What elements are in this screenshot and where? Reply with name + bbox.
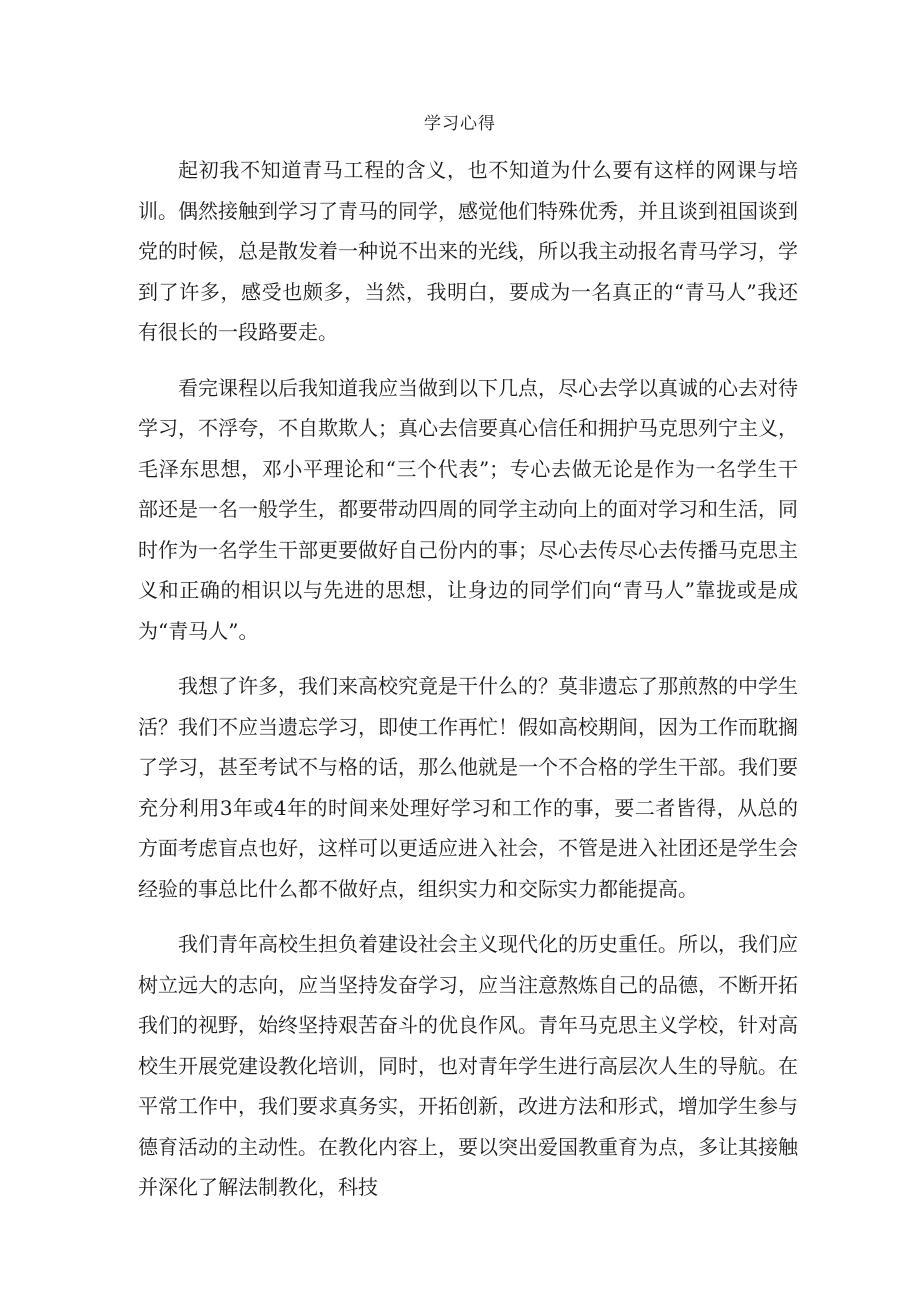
document-body	[138, 150, 798, 1223]
paragraph: 起初我不知道青马工程的含义，也不知道为什么要有这样的网课与培训。偶然接触到学习了青马的同学，感觉他们特殊优秀，并且谈到祖国谈到党的时候，总是散发着一种说不出来的光线，所以我主动报名青马学习，学到了许多，感受也颇多，当然，我明白，要成为一名真正的“青马人”我还有很长的一段路要走。	[138, 158, 798, 344]
paragraph: 我们青年高校生担负着建设社会主义现代化的历史重任。所以，我们应树立远大的志向，应当坚持发奋学习，应当注意熬炼自己的品德，不断开拓我们的视野，始终坚持艰苦奋斗的优良作风。青年马克思主义学校，针对高校生开展党建设教化培训，同时，也对青年学生进行高层次人生的导航。在平常工作中，我们要求真务实，开拓创新，改进方法和形式，增加学生参与德育活动的主动性。在教化内容上，要以突出爱国教重育为点，多让其接触并深化了解法制教化，科技	[138, 932, 798, 1199]
paragraph: 看完课程以后我知道我应当做到以下几点，尽心去学以真诚的心去对待学习，不浮夸，不自欺欺人；真心去信要真心信任和拥护马克思列宁主义，毛泽东思想，邓小平理论和“三个代表”；专心去做无论是作为一名学生干部还是一名一般学生，都要带动四周的同学主动向上的面对学习和生活，同时作为一名学生干部更要做好自己份内的事；尽心去传尽心去传播马克思主义和正确的相识以与先进的思想，让身边的同学们向“青马人”靠拢或是成为“青马人”。	[138, 375, 798, 643]
document-title: 学习心得	[424, 114, 496, 134]
paragraph: 我想了许多，我们来高校究竟是干什么的？莫非遗忘了那煎熬的中学生活？我们不应当遗忘学习，即使工作再忙！假如高校期间，因为工作而耽搁了学习，甚至考试不与格的话，那么他就是一个不合格的学生干部。我们要充分利用3年或4年的时间来处理好学习和工作的事，要二者皆得，从总的方面考虑盲点也好，这样可以更适应进入社会，不管是进入社团还是学生会经验的事总比什么都不做好点，组织实力和交际实力都能提高。	[138, 674, 798, 901]
